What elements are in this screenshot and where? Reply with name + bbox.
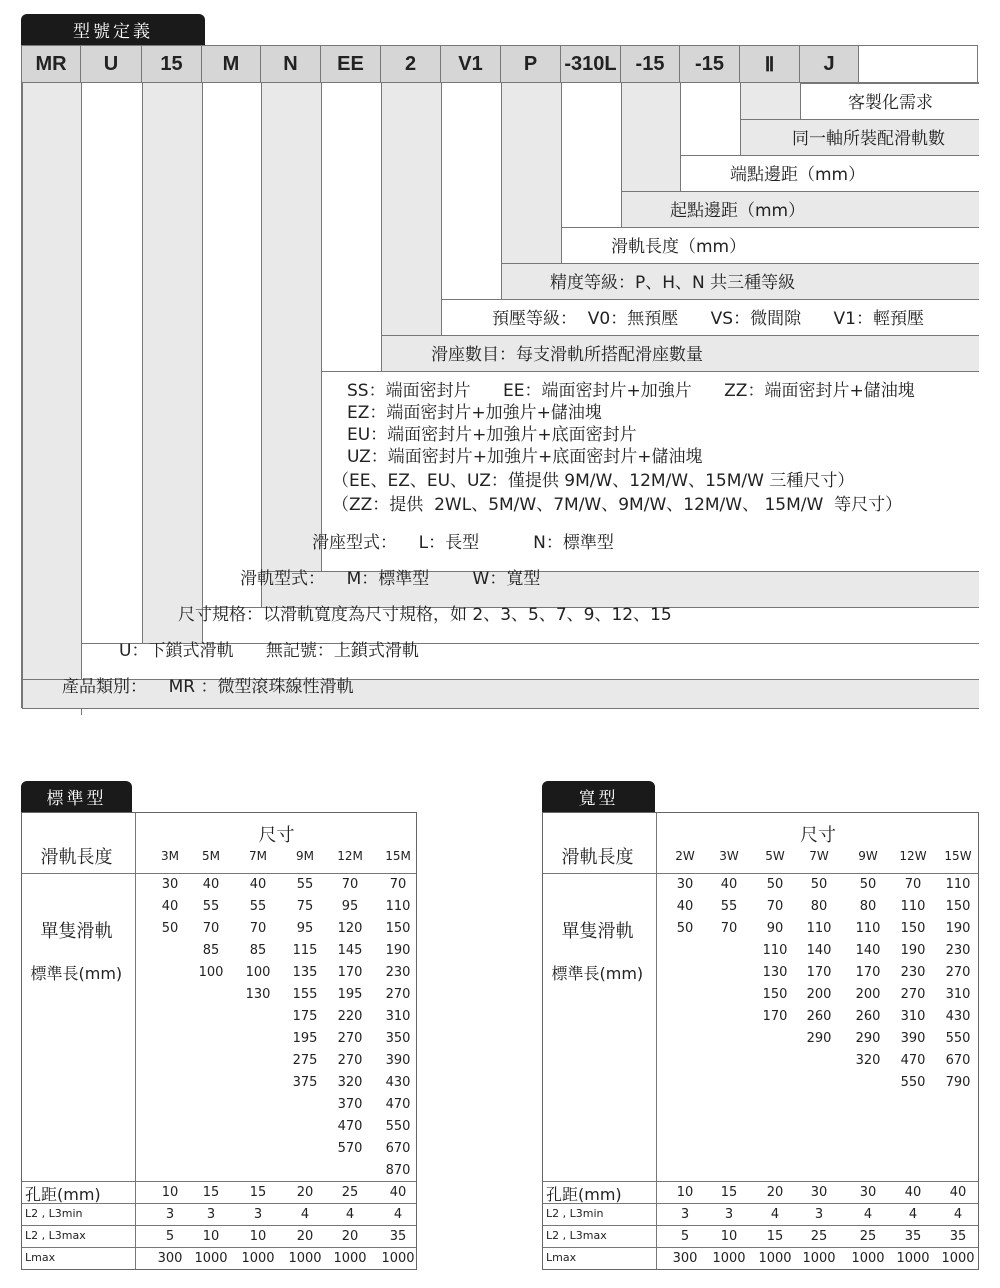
length-value: 200 [806, 987, 832, 1002]
length-value: 70 [341, 877, 359, 892]
length-value: 155 [292, 987, 318, 1002]
definition-row-text: EU：端面密封片+加強片+底面密封片 [347, 425, 637, 445]
table-divider [543, 1247, 978, 1248]
definition-row-text: 尺寸規格：以滑軌寬度為尺寸規格，如 2、3、5、7、9、12、15 [178, 605, 672, 625]
length-value: 870 [385, 1163, 411, 1178]
l2max-value: 10 [720, 1229, 738, 1244]
definition-column-strip [381, 83, 441, 335]
length-value: 80 [810, 899, 828, 914]
pitch-value: 30 [859, 1185, 877, 1200]
length-value: 70 [249, 921, 267, 936]
definition-row-text: 同一軸所裝配滑軌數 [792, 129, 945, 149]
single-rail-label: 單隻滑軌 [561, 921, 634, 942]
code-header-blank [859, 46, 979, 83]
part-number-diagram [21, 45, 978, 708]
length-value: 70 [389, 877, 407, 892]
code-segment: 15 [142, 46, 202, 83]
length-value: 470 [337, 1119, 363, 1134]
pitch-value: 10 [161, 1185, 179, 1200]
length-value: 470 [900, 1053, 926, 1068]
definition-row-text: EZ：端面密封片+加強片+儲油塊 [347, 403, 602, 423]
length-value: 130 [762, 965, 788, 980]
table-divider [22, 1225, 416, 1226]
length-value: 55 [296, 877, 314, 892]
length-value: 550 [945, 1031, 971, 1046]
lmax-value: 1000 [288, 1251, 322, 1266]
length-value: 230 [900, 965, 926, 980]
l2min-value: 3 [206, 1207, 216, 1222]
length-value: 375 [292, 1075, 318, 1090]
pitch-value: 15 [720, 1185, 738, 1200]
l2max-value: 20 [341, 1229, 359, 1244]
l2max-value: 5 [680, 1229, 690, 1244]
size-header: 9W [858, 849, 878, 863]
definition-row-text: U：下鎖式滑軌 無記號：上鎖式滑軌 [119, 641, 419, 661]
length-value: 110 [945, 877, 971, 892]
length-value: 370 [337, 1097, 363, 1112]
length-value: 110 [385, 899, 411, 914]
size-header: 12W [899, 849, 927, 863]
length-value: 115 [292, 943, 318, 958]
length-value: 670 [385, 1141, 411, 1156]
code-segment: -310L [561, 46, 621, 83]
length-value: 40 [720, 877, 738, 892]
length-value: 100 [198, 965, 224, 980]
length-value: 120 [337, 921, 363, 936]
lmax-value: 1000 [802, 1251, 836, 1266]
length-value: 70 [904, 877, 922, 892]
length-value: 320 [337, 1075, 363, 1090]
size-header: 2W [675, 849, 695, 863]
wide-tab: 寬型 [542, 781, 655, 812]
length-value: 75 [296, 899, 314, 914]
length-value: 260 [806, 1009, 832, 1024]
length-value: 50 [810, 877, 828, 892]
code-segment: V1 [441, 46, 501, 83]
length-value: 100 [245, 965, 271, 980]
length-value: 55 [249, 899, 267, 914]
standard-tab: 標準型 [21, 781, 132, 812]
l2max-label: L2 , L3max [546, 1229, 607, 1242]
size-header: 5M [202, 849, 220, 863]
length-value: 200 [855, 987, 881, 1002]
table-divider [22, 873, 416, 874]
definition-row-text: 滑軌型式： M：標準型 W：寬型 [240, 569, 541, 589]
lmax-value: 1000 [381, 1251, 415, 1266]
definition-row-text: 端點邊距（mm） [730, 165, 866, 185]
length-value: 150 [385, 921, 411, 936]
length-value: 150 [945, 899, 971, 914]
length-value: 320 [855, 1053, 881, 1068]
l2max-value: 25 [859, 1229, 877, 1244]
l2min-value: 3 [814, 1207, 824, 1222]
size-header: 7W [809, 849, 829, 863]
length-value: 275 [292, 1053, 318, 1068]
length-value: 130 [245, 987, 271, 1002]
definition-row-text: （ZZ：提供 2WL、5M/W、7M/W、9M/W、12M/W、 15M/W 等尺寸） [332, 495, 903, 515]
l2min-value: 3 [680, 1207, 690, 1222]
length-value: 150 [762, 987, 788, 1002]
length-value: 270 [900, 987, 926, 1002]
length-value: 40 [676, 899, 694, 914]
definition-row-text: 產品類別： MR ：微型滾珠線性滑軌 [62, 677, 354, 697]
lmax-value: 1000 [851, 1251, 885, 1266]
pitch-value: 40 [389, 1185, 407, 1200]
l2max-value: 20 [296, 1229, 314, 1244]
dim-header: 尺寸 [258, 825, 295, 846]
definition-row-text: 客製化需求 [848, 93, 933, 113]
definition-column-strip [501, 83, 561, 263]
length-value: 85 [202, 943, 220, 958]
length-value: 150 [900, 921, 926, 936]
length-value: 50 [859, 877, 877, 892]
std-length-label: 標準長(mm) [30, 964, 123, 983]
definition-row-text: （EE、EZ、EU、UZ：僅提供 9M/W、12M/W、15M/W 三種尺寸） [332, 471, 855, 491]
pitch-value: 30 [810, 1185, 828, 1200]
definition-column-strip [441, 83, 501, 299]
length-value: 290 [855, 1031, 881, 1046]
definition-column-strip [680, 83, 740, 155]
wide-table [542, 812, 979, 1270]
lmax-value: 1000 [941, 1251, 975, 1266]
length-value: 170 [855, 965, 881, 980]
l2max-value: 35 [949, 1229, 967, 1244]
length-value: 95 [296, 921, 314, 936]
code-segment: J [800, 46, 859, 83]
length-value: 310 [945, 987, 971, 1002]
l2max-value: 5 [165, 1229, 175, 1244]
length-value: 570 [337, 1141, 363, 1156]
code-segment: U [81, 46, 142, 83]
pitch-value: 40 [949, 1185, 967, 1200]
length-value: 220 [337, 1009, 363, 1024]
length-value: 430 [385, 1075, 411, 1090]
size-header: 9M [296, 849, 314, 863]
length-value: 90 [766, 921, 784, 936]
code-segment: -15 [621, 46, 680, 83]
definition-row-text: 精度等級：P、H、N 共三種等級 [550, 273, 796, 293]
length-value: 270 [337, 1053, 363, 1068]
lmax-value: 1000 [333, 1251, 367, 1266]
definition-tab: 型號定義 [21, 14, 205, 45]
definition-column-strip [81, 83, 142, 679]
definition-band [22, 708, 979, 709]
length-value: 670 [945, 1053, 971, 1068]
length-value: 140 [806, 943, 832, 958]
length-value: 70 [766, 899, 784, 914]
l2max-value: 10 [249, 1229, 267, 1244]
length-value: 170 [762, 1009, 788, 1024]
l2max-value: 35 [389, 1229, 407, 1244]
length-value: 140 [855, 943, 881, 958]
length-value: 55 [202, 899, 220, 914]
lmax-value: 1000 [194, 1251, 228, 1266]
length-value: 270 [337, 1031, 363, 1046]
l2min-value: 4 [770, 1207, 780, 1222]
length-value: 195 [292, 1031, 318, 1046]
length-value: 350 [385, 1031, 411, 1046]
definition-row-text: UZ：端面密封片+加強片+底面密封片+儲油塊 [347, 447, 703, 467]
size-header: 15W [944, 849, 972, 863]
code-segment: N [261, 46, 321, 83]
length-value: 270 [385, 987, 411, 1002]
lmax-value: 1000 [241, 1251, 275, 1266]
definition-column-strip [142, 83, 202, 643]
l2min-value: 3 [724, 1207, 734, 1222]
definition-row-text: SS：端面密封片 EE：端面密封片+加強片 ZZ：端面密封片+儲油塊 [347, 381, 915, 401]
length-value: 85 [249, 943, 267, 958]
definition-column-strip [740, 83, 800, 119]
definition-column-strip [321, 83, 381, 371]
pitch-label: 孔距(mm) [25, 1185, 101, 1204]
l2min-value: 3 [165, 1207, 175, 1222]
l2min-value: 4 [908, 1207, 918, 1222]
l2min-value: 4 [953, 1207, 963, 1222]
size-header: 15M [385, 849, 411, 863]
l2max-value: 25 [810, 1229, 828, 1244]
length-value: 110 [806, 921, 832, 936]
pitch-value: 40 [904, 1185, 922, 1200]
length-value: 50 [766, 877, 784, 892]
length-value: 190 [945, 921, 971, 936]
length-value: 550 [900, 1075, 926, 1090]
size-header: 3M [161, 849, 179, 863]
pitch-label: 孔距(mm) [546, 1185, 622, 1204]
length-value: 190 [385, 943, 411, 958]
rail-length-label: 滑軌長度 [40, 847, 113, 868]
length-value: 170 [337, 965, 363, 980]
lmax-value: 300 [157, 1251, 183, 1266]
definition-row-text: 滑座型式： L：長型 N：標準型 [312, 533, 614, 553]
l2min-label: L2 , L3min [25, 1207, 83, 1220]
l2max-value: 15 [766, 1229, 784, 1244]
rail-length-label: 滑軌長度 [561, 847, 634, 868]
pitch-value: 15 [249, 1185, 267, 1200]
definition-column-strip [202, 83, 261, 607]
l2max-label: L2 , L3max [25, 1229, 86, 1242]
definition-row-text: 預壓等級： V0：無預壓 VS：微間隙 V1：輕預壓 [492, 309, 924, 329]
l2max-value: 35 [904, 1229, 922, 1244]
l2min-value: 4 [393, 1207, 403, 1222]
length-value: 95 [341, 899, 359, 914]
code-segment: EE [321, 46, 381, 83]
pitch-value: 20 [766, 1185, 784, 1200]
standard-table [21, 812, 417, 1270]
length-value: 50 [676, 921, 694, 936]
length-value: 40 [202, 877, 220, 892]
size-header: 5W [765, 849, 785, 863]
code-segment: Ⅱ [740, 46, 800, 83]
length-value: 40 [249, 877, 267, 892]
length-value: 430 [945, 1009, 971, 1024]
length-value: 290 [806, 1031, 832, 1046]
length-value: 70 [202, 921, 220, 936]
length-value: 70 [720, 921, 738, 936]
length-value: 55 [720, 899, 738, 914]
dim-header: 尺寸 [800, 825, 836, 846]
pitch-value: 20 [296, 1185, 314, 1200]
length-value: 145 [337, 943, 363, 958]
length-value: 230 [945, 943, 971, 958]
code-segment: -15 [680, 46, 740, 83]
table-divider [135, 813, 136, 1269]
definition-column-strip [561, 83, 621, 227]
size-header: 12M [337, 849, 363, 863]
length-value: 470 [385, 1097, 411, 1112]
size-header: 7M [249, 849, 267, 863]
pitch-value: 25 [341, 1185, 359, 1200]
l2min-value: 4 [345, 1207, 355, 1222]
length-value: 390 [900, 1031, 926, 1046]
length-value: 310 [900, 1009, 926, 1024]
single-rail-label: 單隻滑軌 [40, 921, 113, 942]
length-value: 390 [385, 1053, 411, 1068]
code-segment: 2 [381, 46, 441, 83]
definition-row-text: 滑軌長度（mm） [611, 237, 747, 257]
length-value: 195 [337, 987, 363, 1002]
lmax-value: 1000 [712, 1251, 746, 1266]
length-value: 260 [855, 1009, 881, 1024]
lmax-label: Lmax [546, 1251, 577, 1264]
length-value: 110 [762, 943, 788, 958]
length-value: 230 [385, 965, 411, 980]
length-value: 190 [900, 943, 926, 958]
length-value: 310 [385, 1009, 411, 1024]
lmax-value: 300 [672, 1251, 698, 1266]
l2max-value: 10 [202, 1229, 220, 1244]
length-value: 110 [855, 921, 881, 936]
definition-column-strip [621, 83, 680, 191]
code-segment: MR [22, 46, 81, 83]
definition-row-text: 滑座數目：每支滑軌所搭配滑座數量 [431, 345, 703, 365]
table-divider [543, 873, 978, 874]
length-value: 40 [161, 899, 179, 914]
code-segment: P [501, 46, 561, 83]
length-value: 50 [161, 921, 179, 936]
l2min-label: L2 , L3min [546, 1207, 604, 1220]
length-value: 270 [945, 965, 971, 980]
length-value: 170 [806, 965, 832, 980]
length-value: 110 [900, 899, 926, 914]
size-header: 3W [719, 849, 739, 863]
pitch-value: 10 [676, 1185, 694, 1200]
code-segment: M [202, 46, 261, 83]
std-length-label: 標準長(mm) [551, 964, 644, 983]
length-value: 175 [292, 1009, 318, 1024]
table-divider [543, 1225, 978, 1226]
length-value: 80 [859, 899, 877, 914]
table-divider [22, 1247, 416, 1248]
definition-row-text: 起點邊距（mm） [670, 201, 806, 221]
definition-column-strip [22, 83, 81, 708]
l2min-value: 4 [863, 1207, 873, 1222]
l2min-value: 4 [300, 1207, 310, 1222]
lmax-value: 1000 [896, 1251, 930, 1266]
l2min-value: 3 [253, 1207, 263, 1222]
table-divider [656, 813, 657, 1269]
length-value: 550 [385, 1119, 411, 1134]
pitch-value: 15 [202, 1185, 220, 1200]
definition-column-strip [261, 83, 321, 571]
length-value: 30 [676, 877, 694, 892]
length-value: 30 [161, 877, 179, 892]
lmax-value: 1000 [758, 1251, 792, 1266]
length-value: 135 [292, 965, 318, 980]
length-value: 790 [945, 1075, 971, 1090]
lmax-label: Lmax [25, 1251, 56, 1264]
